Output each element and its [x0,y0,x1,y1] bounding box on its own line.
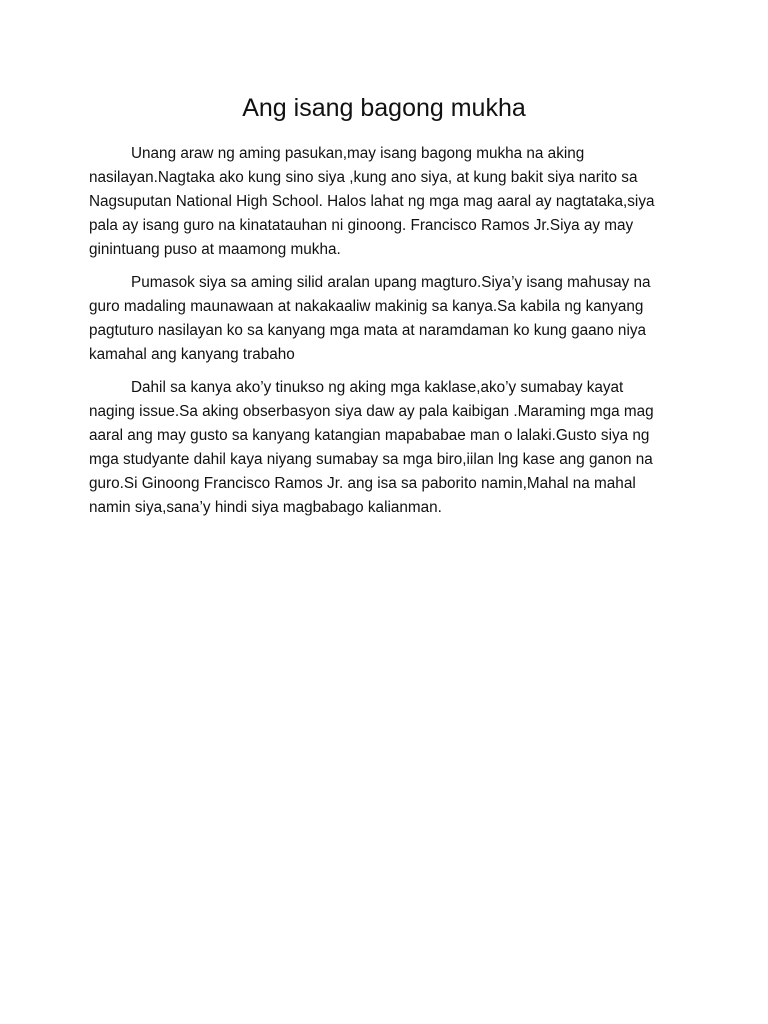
paragraph-line: Nagsuputan National High School. Halos lahat ng mga mag aaral ay nagtataka,siya [89,193,655,210]
paragraph-line: pala ay isang guro na kinatatauhan ni ginoong. Francisco Ramos Jr.Siya ay may [89,217,634,234]
paragraph-line: aaral ang may gusto sa kanyang katangian mapababae man o lalaki.Gusto siya ng [89,427,650,444]
paragraph-2 [89,271,689,367]
paragraph-line: naging issue.Sa aking obserbasyon siya daw ay pala kaibigan .Maraming mga mag [89,403,654,420]
paragraph-line: mga studyante dahil kaya niyang sumabay sa mga biro,iilan lng kase ang ganon na [89,451,653,468]
paragraph-line: ginintuang puso at maamong mukha. [89,241,341,258]
paragraph-line: Dahil sa kanya ako’y tinukso ng aking mga kaklase,ako’y sumabay kayat [131,379,624,396]
paragraph-line: namin siya,sana’y hindi siya magbabago kalianman. [89,499,442,516]
paragraph-1 [89,142,689,262]
paragraph-line: Unang araw ng aming pasukan,may isang bagong mukha na aking [131,145,585,162]
paragraph-line: pagtuturo nasilayan ko sa kanyang mga mata at naramdaman ko kung gaano niya [89,322,646,339]
document-body [89,142,689,529]
paragraph-line: guro madaling maunawaan at nakakaaliw makinig sa kanya.Sa kabila ng kanyang [89,298,644,315]
paragraph-line: kamahal ang kanyang trabaho [89,346,295,363]
paragraph-line: guro.Si Ginoong Francisco Ramos Jr. ang isa sa paborito namin,Mahal na mahal [89,475,636,492]
paragraph-3 [89,376,689,520]
paragraph-line: nasilayan.Nagtaka ako kung sino siya ,kung ano siya, at kung bakit siya narito sa [89,169,638,186]
paragraph-line: Pumasok siya sa aming silid aralan upang magturo.Siya’y isang mahusay na [131,274,651,291]
document-title: Ang isang bagong mukha [242,94,526,122]
